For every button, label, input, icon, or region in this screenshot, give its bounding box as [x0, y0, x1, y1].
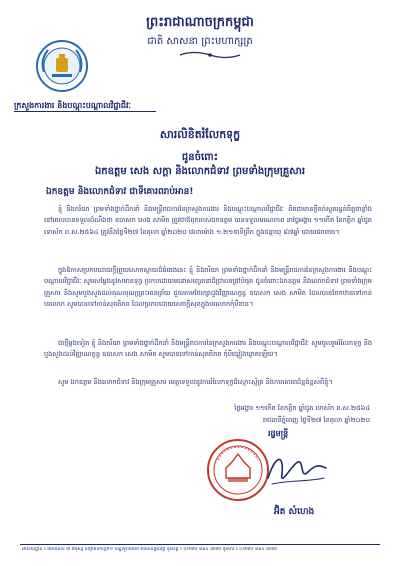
footer-address: អាសយដ្ឋាន ៖ អគារលេខ ៣ វិថីរុស្សី សង្កាត់ទឹកល្អក់១ ខណ្ឌទួលគោក រាជធានីភ្នំពេញ ទូរស័ព្ទ ៖ (០២៣) ៨៨៤ ៣៧៥ ទូរសារ ៖ (០២៣) ៨៨៤ ៣៧៥ [22, 547, 278, 552]
body-paragraph-4: សូម ឯកឧត្តម និងលោកជំទាវ និងក្រុមគ្រួសារ មេត្តាទទួលនូវការរំលែកទុក្ខដ៏ស្មោះស្ម័គ្រ និងការគោរពដ៏ខ្ពង់ខ្ពស់ពីខ្ញុំ។ [58, 378, 333, 386]
salutation: ឯកឧត្តម និងលោកជំទាវ ជាទីគោរពរាប់អាន! [46, 187, 194, 197]
signatory-title: រដ្ឋមន្ត្រី [268, 429, 289, 438]
lunar-date: ថ្ងៃអង្គារ ១១កើត ខែកត្ដិក ឆ្នាំជូត ទោស័ក ព.ស.២៥៦៤ [234, 404, 370, 412]
signatory-name: អ៊ិត សំហេង [274, 507, 315, 517]
ornament-divider [178, 50, 242, 60]
ministry-emblem-icon [34, 38, 90, 94]
kingdom-heading: ព្រះរាជាណាចក្រកម្ពុជា [146, 15, 254, 30]
solar-date: រាជធានីភ្នំពេញ ថ្ងៃទី២៧ ខែតុលា ឆ្នាំ២០២០ [262, 416, 370, 424]
national-motto: ជាតិ សាសនា ព្រះមហាក្សត្រ [147, 36, 253, 47]
subject-label: ជូនចំពោះ [181, 152, 219, 163]
body-paragraph-3: ជាថ្មីម្ដងទៀត ខ្ញុំ និងភរិយា ព្រមទាំងថ្នាក់ដឹកនាំ និងមន្ត្រីរាជការនៃក្រសួងការងារ និងបណ្ដុះបណ្ដាលវិជ្ជាជីវៈ សូមចូលរួមរំលែកទុក្ខ និងបួងសួងដល់វិញ្ញាណក្ខន្ធ ឧបាសក សេង សាមិត សូមបានទៅកាន់សុគតិភព កុំបីឃ្លៀងឃ្លាតឡើយ។ [44, 339, 372, 359]
body-paragraph-2: ក្នុងឱកាសប្រកបដោយក្ដីព្រួយសោកស្ដាយដ៏ធំធេងនេះ ខ្ញុំ និងភរិយា ព្រមទាំងថ្នាក់ដឹកនាំ និងមន្ត្រីរាជការនៃក្រសួងការងារ និងបណ្ដុះបណ្ដាលវិជ្ជាជីវៈ សូមសម្ដែងនូវសមានទុក្ខ ប្រកបដោយមនោសញ្ចេតនាដ៏ជ្រាលជ្រៅបំផុត ជូនចំពោះឯកឧត្តម និងលោកជំទាវ ព្រមទាំងក្រុមគ្រួសារ និងសូមបួងសួងដល់គុណបុណ្យព្រះរតនត្រ័យ ជួយតាមថែរក្សាដួងវិញ្ញាណក្ខន្ធ ឧបាសក សេង សាមិត ដែលបានចែកឋានទៅកាន់បរលោក សូមបានទៅកាន់សុគតិភព ដែលប្រកបដោយសេចក្ដីសុខក្នុងបរលោកកុំបីខាន។ [44, 266, 372, 309]
handwritten-signature [262, 444, 332, 494]
ministry-underline [14, 111, 156, 112]
footer-divider [20, 544, 380, 545]
official-seal-icon [206, 438, 270, 502]
recipient-line: ឯកឧត្តម សេង សក្ដា និងលោកជំទាវ ព្រមទាំងក្រុមគ្រួសារ [94, 166, 306, 177]
ministry-name: ក្រសួងការងារ និងបណ្ដុះបណ្ដាលវិជ្ជាជីវៈ [14, 101, 131, 110]
document-title: សារលិខិតរំលែកទុក្ខ [159, 128, 241, 141]
body-paragraph-1: ខ្ញុំ និងភរិយា ព្រមទាំងថ្នាក់ដឹកនាំ និងមន្ត្រីរាជការនៃក្រសួងការងារ និងបណ្ដុះបណ្ដាលវិជ្ជាជីវៈ ពិតជាមានក្ដីតក់ស្លុតរន្ធត់ចិត្តជាខ្លាំង នៅពេលបានទទួលដំណឹងថា ឧបាសក សេង សាមិត ត្រូវជាឪពុករបស់ឯកឧត្តម បានទទួលមរណភាព នាថ្ងៃអង្គារ ១១កើត ខែកត្ដិក ឆ្នាំជូត ទោស័ក ព.ស.២៥៦៤ ត្រូវនឹងថ្ងៃទី២៧ ខែតុលា ឆ្នាំ២០២០ វេលាម៉ោង ១.២១នាទីព្រឹក ក្នុងជន្មាយុ ៨៧ឆ្នាំ ដោយជរាពាធ។ [44, 205, 372, 236]
